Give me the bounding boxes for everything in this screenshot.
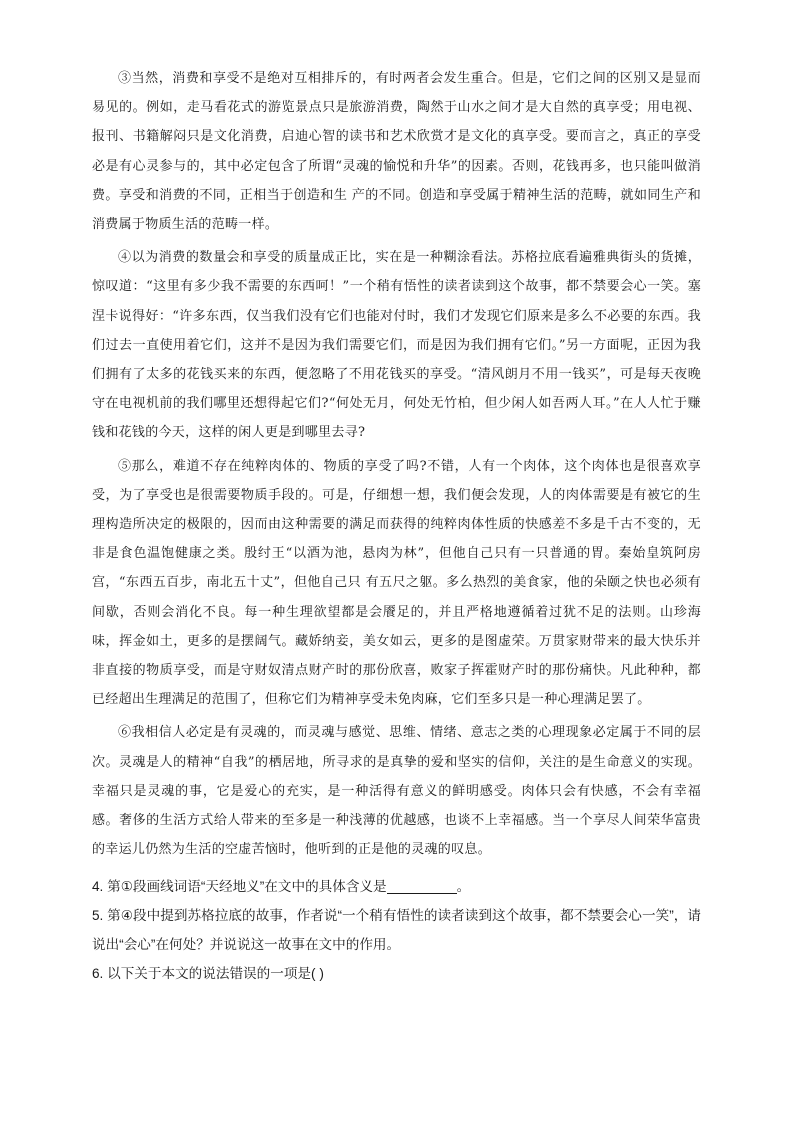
question-4-text: 4. 第①段画线词语“天经地义”在文中的具体含义是: [92, 879, 387, 895]
question-4-end: 。: [456, 879, 471, 895]
paragraph-5: ⑤那么，难道不存在纯粹肉体的、物质的享受了吗?不错，人有一个肉体，这个肉体也是很喜欢享受，为了享受也是很需要物质手段的。可是，仔细想一想，我们便会发现，人的肉体需要是有被它的生理构造所决定的极限的，因而由这种需要的满足而获得的纯粹肉体性质的快感差不多是千古不变的，无非是食色温饱健康之类。殷纣王“以酒为池，悬肉为林”，但他自己只有一只普通的胃。秦始皇筑阿房宫，“东西五百步，南北五十丈”，但他自己只 有五尺之躯。多么热烈的美食家，他的朵颐之快也必须有间歇，否则会消化不良。每一种生理欲望都是会餍足的，并且严格地遵循着过犹不足的法则。山珍海味，挥金如土，更多的是摆阔气。藏娇纳妾，美女如云，更多的是图虚荣。万贯家财带来的最大快乐并非直接的物质享受，而是守财奴清点财产时的那份欣喜，败家子挥霍财产时的那份痛快。凡此种种，都已经超出生理满足的范围了，但称它们为精神享受未免肉麻，它们至多只是一种心理满足罢了。: [92, 458, 701, 708]
answer-blank[interactable]: [387, 879, 457, 894]
paragraph-6: ⑥我相信人必定是有灵魂的，而灵魂与感觉、思维、情绪、意志之类的心理现象必定属于不同的层次。灵魂是人的精神“自我”的栖居地，所寻求的是真挚的爱和坚实的信仰，关注的是生命意义的实现。幸福只是灵魂的事，它是爱心的充实，是一种活得有意义的鲜明感受。肉体只会有快感，不会有幸福感。奢侈的生活方式给人带来的至多是一种浅薄的优越感，也谈不上幸福感。当一个享尽人间荣华富贵的幸运儿仍然为生活的空虚苦恼时，他听到的正是他的灵魂的叹息。: [92, 725, 701, 858]
question-4: [92, 872, 701, 901]
question-6: 6. 以下关于本文的说法错误的一项是( ): [92, 966, 324, 982]
paragraph-3: ③当然，消费和享受不是绝对互相排斥的，有时两者会发生重合。但是，它们之间的区别又是显而易见的。例如，走马看花式的游览景点只是旅游消费，陶然于山水之间才是大自然的真享受；用电视、报刊、书籍解闷只是文化消费，启迪心智的读书和艺术欣赏才是文化的真享受。要而言之，真正的享受必是有心灵参与的，其中必定包含了所谓“灵魂的愉悦和升华”的因素。否则，花钱再多，也只能叫做消费。享受和消费的不同，正相当于创造和生 产的不同。创造和享受属于精神生活的范畴，就如同生产和消费属于物质生活的范畴一样。: [92, 71, 701, 233]
paragraph-4: ④以为消费的数量会和享受的质量成正比，实在是一种糊涂看法。苏格拉底看遍雅典街头的货摊，惊叹道：“这里有多少我不需要的东西呵！”一个稍有悟性的读者读到这个故事，都不禁要会心一笑。塞涅卡说得好：“许多东西，仅当我们没有它们也能对付时，我们才发现它们原来是多么不必要的东西。我们过去一直使用着它们，这并不是因为我们需要它们，而是因为我们拥有它们。”另一方面呢，正因为我们拥有了太多的花钱买来的东西，便忽略了不用花钱买的享受。“清风朗月不用一钱买”，可是每天夜晚守在电视机前的我们哪里还想得起它们?“何处无月，何处无竹柏，但少闲人如吾两人耳。”在人人忙于赚钱和花钱的今天，这样的闲人更是到哪里去寻?: [92, 250, 701, 441]
question-5: 5. 第④段中提到苏格拉底的故事，作者说“一个稍有悟性的读者读到这个故事，都不禁要会心一笑”，请说出“会心”在何处？并说说这一故事在文中的作用。: [92, 908, 701, 953]
